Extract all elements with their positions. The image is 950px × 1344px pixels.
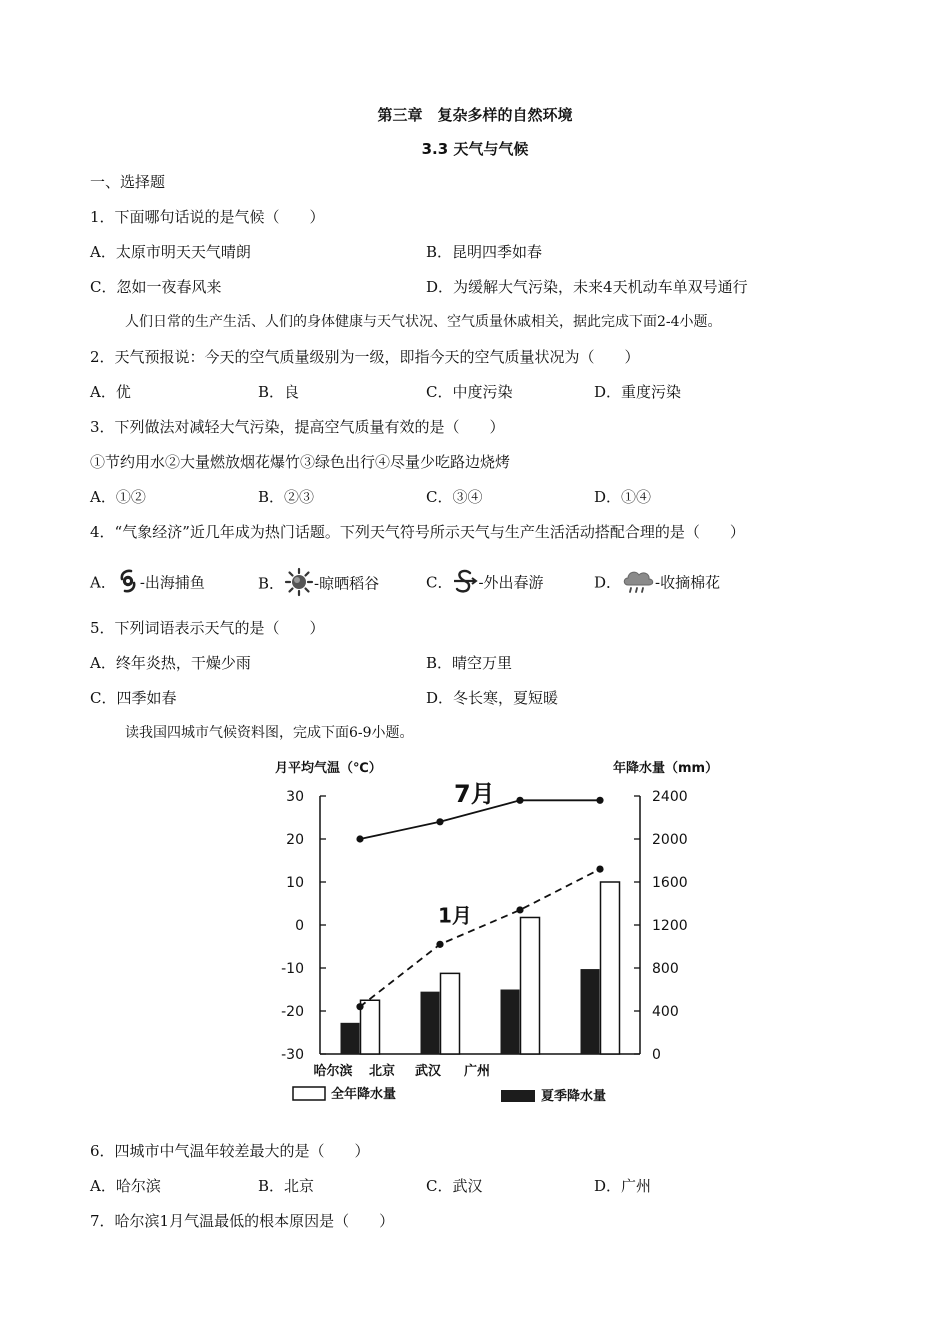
part-title: 一、选择题 bbox=[90, 173, 166, 191]
legend-label-annual: 全年降水量 bbox=[331, 1087, 397, 1102]
legend-label-summer: 夏季降水量 bbox=[541, 1089, 607, 1104]
summer-precip-bar bbox=[581, 969, 600, 1054]
left-tick-label: 30 bbox=[286, 789, 304, 805]
right-tick-label: 0 bbox=[652, 1047, 661, 1063]
q1-option-a[interactable]: A．太原市明天天气晴朗 bbox=[90, 243, 251, 261]
july-temp-point bbox=[436, 818, 443, 825]
q4-option-d-text: -收摘棉花 bbox=[655, 573, 721, 592]
left-tick-label: -10 bbox=[281, 961, 304, 977]
q4-option-c-text: -外出春游 bbox=[478, 573, 544, 592]
q4-option-b[interactable] bbox=[258, 568, 379, 601]
q5-stem: 5．下列词语表示天气的是（ ） bbox=[90, 619, 325, 637]
intro-2-4: 人们日常的生产生活、人们的身体健康与天气状况、空气质量休戚相关，据此完成下面2-4小题。 bbox=[125, 314, 722, 330]
january-temp-point bbox=[516, 906, 523, 913]
right-tick-label: 2400 bbox=[652, 789, 688, 805]
right-tick-label: 1600 bbox=[652, 875, 688, 891]
annual-precip-bar bbox=[441, 973, 460, 1054]
category-label: 武汉 bbox=[414, 1064, 442, 1079]
legend-swatch-summer bbox=[501, 1090, 535, 1102]
annual-precip-bar bbox=[361, 1000, 380, 1054]
january-temp-point bbox=[356, 1003, 363, 1010]
category-label: 北京 bbox=[368, 1064, 396, 1079]
q3-option-a[interactable]: A．①② bbox=[90, 488, 146, 506]
left-axis-label: 月平均气温（℃） bbox=[275, 761, 382, 776]
left-tick-label: -20 bbox=[281, 1004, 304, 1020]
q4-option-a-letter: A． bbox=[90, 573, 116, 592]
q2-option-d[interactable]: D．重度污染 bbox=[594, 383, 682, 401]
left-tick-label: 10 bbox=[286, 875, 304, 891]
q2-option-a[interactable]: A．优 bbox=[90, 383, 131, 401]
july-temp-point bbox=[596, 797, 603, 804]
q4-option-d-letter: D． bbox=[594, 573, 622, 592]
category-label: 哈尔滨 bbox=[313, 1064, 353, 1079]
q4-option-b-text: -晾晒稻谷 bbox=[314, 574, 380, 593]
q3-stem: 3．下列做法对减轻大气污染，提高空气质量有效的是（ ） bbox=[90, 418, 505, 436]
summer-precip-bar bbox=[421, 992, 440, 1054]
q3-items: ①节约用水②大量燃放烟花爆竹③绿色出行④尽量少吃路边烧烤 bbox=[90, 453, 511, 471]
right-tick-label: 2000 bbox=[652, 832, 688, 848]
sandstorm-icon bbox=[452, 568, 478, 599]
q6-option-d[interactable]: D．广州 bbox=[594, 1177, 652, 1195]
q6-option-b[interactable]: B．北京 bbox=[258, 1177, 315, 1195]
july-temp-point bbox=[356, 835, 363, 842]
q1-option-b[interactable]: B．昆明四季如春 bbox=[426, 243, 543, 261]
january-temp-point bbox=[596, 866, 603, 873]
q1-option-c[interactable]: C．忽如一夜春风来 bbox=[90, 278, 222, 296]
summer-precip-bar bbox=[501, 990, 520, 1055]
january-series-label: 1月 bbox=[438, 903, 472, 928]
q2-stem: 2．天气预报说：今天的空气质量级别为一级，即指今天的空气质量状况为（ ） bbox=[90, 348, 640, 366]
july-temp-point bbox=[516, 797, 523, 804]
july-series-label: 7月 bbox=[454, 779, 495, 808]
q4-option-b-letter: B． bbox=[258, 574, 285, 593]
q6-option-a[interactable]: A．哈尔滨 bbox=[90, 1177, 161, 1195]
q3-option-c[interactable]: C．③④ bbox=[426, 488, 483, 506]
summer-precip-bar bbox=[341, 1023, 360, 1054]
annual-precip-bar bbox=[601, 882, 620, 1054]
q4-option-c-letter: C． bbox=[426, 573, 453, 592]
annual-precip-bar bbox=[521, 917, 540, 1054]
january-temp-point bbox=[436, 941, 443, 948]
q6-stem: 6．四城市中气温年较差最大的是（ ） bbox=[90, 1142, 370, 1160]
typhoon-icon bbox=[116, 568, 140, 599]
q5-option-a[interactable]: A．终年炎热，干燥少雨 bbox=[90, 654, 251, 672]
chart-plot-area bbox=[281, 780, 688, 1079]
sun-icon bbox=[284, 568, 314, 601]
q6-option-c[interactable]: C．武汉 bbox=[426, 1177, 483, 1195]
right-tick-label: 400 bbox=[652, 1004, 679, 1020]
left-tick-label: -30 bbox=[281, 1047, 304, 1063]
q3-option-d[interactable]: D．①④ bbox=[594, 488, 652, 506]
right-tick-label: 1200 bbox=[652, 918, 688, 934]
q5-option-c[interactable]: C．四季如春 bbox=[90, 689, 177, 707]
q4-option-d[interactable] bbox=[594, 568, 720, 599]
q7-stem: 7．哈尔滨1月气温最低的根本原因是（ ） bbox=[90, 1212, 395, 1230]
category-label: 广州 bbox=[463, 1064, 491, 1079]
q4-option-a-text: -出海捕鱼 bbox=[139, 573, 205, 592]
climate-chart bbox=[265, 752, 719, 1112]
q5-option-b[interactable]: B．晴空万里 bbox=[426, 654, 513, 672]
q2-option-c[interactable]: C．中度污染 bbox=[426, 383, 513, 401]
chapter-title: 第三章 复杂多样的自然环境 bbox=[377, 106, 573, 124]
rain-cloud-icon bbox=[621, 568, 655, 599]
q4-option-c[interactable] bbox=[426, 568, 544, 599]
left-tick-label: 20 bbox=[286, 832, 304, 848]
q5-option-d[interactable]: D．冬长寒，夏短暖 bbox=[426, 689, 559, 707]
intro-6-9: 读我国四城市气候资料图，完成下面6-9小题。 bbox=[125, 725, 414, 741]
q1-option-d[interactable]: D．为缓解大气污染，未来4天机动车单双号通行 bbox=[426, 278, 748, 296]
left-tick-label: 0 bbox=[295, 918, 304, 934]
q4-stem: 4．“气象经济”近几年成为热门话题。下列天气符号所示天气与生产生活活动搭配合理的是（ ） bbox=[90, 523, 745, 541]
q2-option-b[interactable]: B．良 bbox=[258, 383, 300, 401]
q3-option-b[interactable]: B．②③ bbox=[258, 488, 315, 506]
legend-swatch-annual bbox=[293, 1087, 325, 1100]
q1-stem: 1．下面哪句话说的是气候（ ） bbox=[90, 208, 325, 226]
right-axis-label: 年降水量（mm） bbox=[613, 761, 719, 776]
january-temp-line bbox=[360, 869, 600, 1007]
right-tick-label: 800 bbox=[652, 961, 679, 977]
section-title: 3.3 天气与气候 bbox=[421, 140, 529, 158]
q4-option-a[interactable] bbox=[90, 568, 205, 599]
